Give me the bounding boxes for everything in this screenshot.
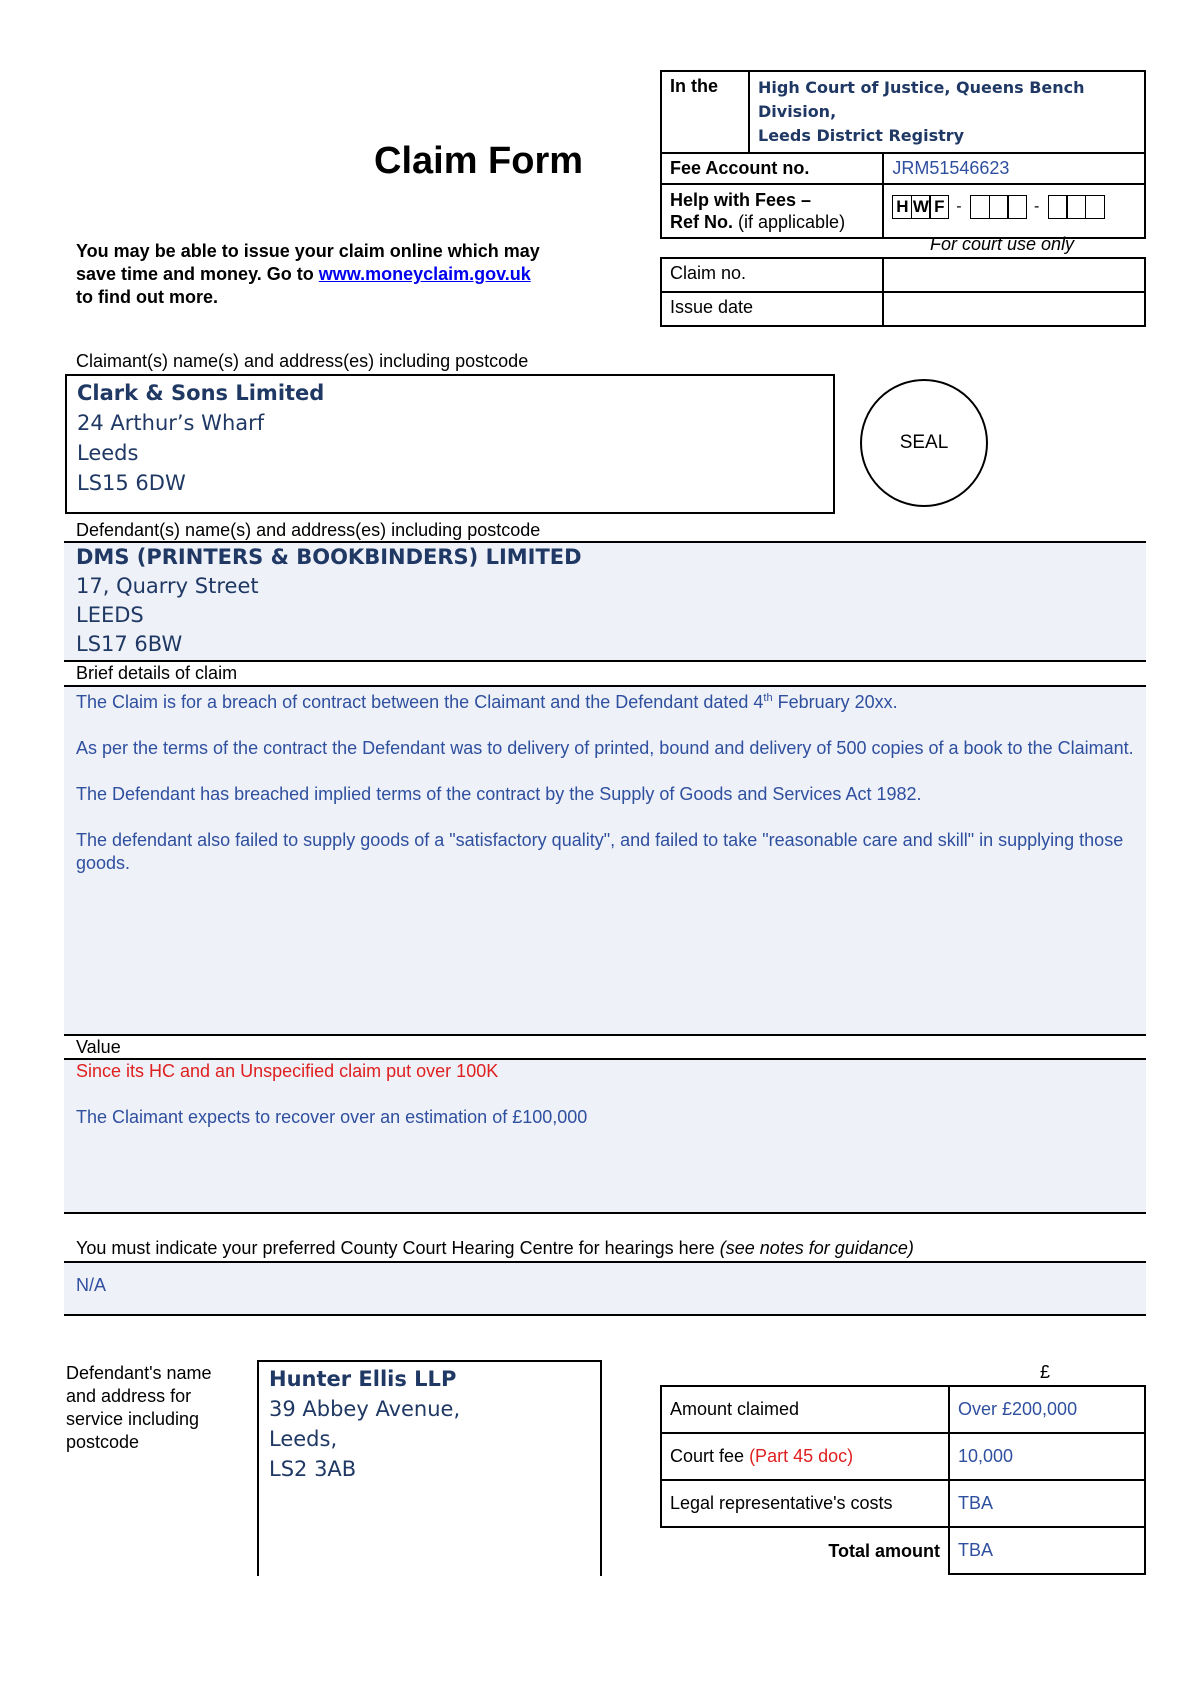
hwf-digit-box[interactable] xyxy=(1066,195,1086,219)
hwf-label-2 xyxy=(670,211,874,233)
court-name-1: High Court of Justice, Queens Bench Division, xyxy=(758,78,1085,121)
court-table xyxy=(660,70,1146,239)
total-amount-value[interactable]: TBA xyxy=(949,1527,1145,1574)
total-amount-label: Total amount xyxy=(661,1527,949,1574)
hwf-digit-box[interactable] xyxy=(1048,195,1068,219)
defendant-address-line: 17, Quarry Street xyxy=(76,574,259,598)
claimant-address-line: 24 Arthur’s Wharf xyxy=(77,411,265,435)
hwf-digit-box[interactable] xyxy=(1007,195,1027,219)
divider xyxy=(64,1212,1146,1214)
details-paragraph: The Defendant has breached implied terms of the contract by the Supply of Goods and Services Act 1982. xyxy=(76,784,922,804)
fee-account-label: Fee Account no. xyxy=(661,153,883,184)
value-box[interactable] xyxy=(64,1060,1146,1212)
hwf-digit-box[interactable] xyxy=(1085,195,1105,219)
claim-no-label: Claim no. xyxy=(661,258,883,292)
fee-account-value: JRM51546623 xyxy=(883,153,1145,184)
service-name: Hunter Ellis LLP xyxy=(269,1367,457,1391)
hwf-separator: - xyxy=(1034,198,1040,216)
in-the-label: In the xyxy=(661,71,749,153)
currency-symbol: £ xyxy=(1040,1362,1051,1382)
defendant-name: DMS (PRINTERS & BOOKBINDERS) LIMITED xyxy=(76,545,582,569)
claim-no-field[interactable] xyxy=(883,258,1145,292)
service-address-line: Leeds, xyxy=(269,1427,338,1451)
details-paragraph: The defendant also failed to supply goods of a "satisfactory quality", and failed to take "reasonable care and skill" in supplying those goods. xyxy=(76,830,1124,873)
service-address-line: 39 Abbey Avenue, xyxy=(269,1397,461,1421)
court-fee-label-text: Court fee xyxy=(670,1446,745,1466)
seal xyxy=(860,379,988,507)
hwf-letter-h: H xyxy=(892,195,912,219)
hwf-letter-f: F xyxy=(929,195,949,219)
details-box[interactable] xyxy=(64,687,1146,1034)
details-p1-sup: th xyxy=(763,692,773,704)
hwf-label-1: Help with Fees – xyxy=(670,190,812,210)
hwf-separator: - xyxy=(956,198,962,216)
online-text-2: save time and money. Go to xyxy=(76,264,314,284)
service-label xyxy=(66,1362,212,1454)
hwf-letter-w: W xyxy=(911,195,931,219)
court-use-caption: For court use only xyxy=(930,234,1075,254)
hearing-centre-field[interactable] xyxy=(64,1263,1146,1314)
claimant-label: Claimant(s) name(s) and address(es) including postcode xyxy=(76,351,529,371)
service-label-line: postcode xyxy=(66,1432,140,1452)
claimant-address-line: Leeds xyxy=(77,441,139,465)
defendant-postcode: LS17 6BW xyxy=(76,632,183,656)
court-name-2: Leeds District Registry xyxy=(758,126,965,145)
details-paragraph xyxy=(76,687,1134,714)
service-label-line: Defendant's name xyxy=(66,1363,212,1383)
divider xyxy=(64,1034,1146,1036)
claimant-name: Clark & Sons Limited xyxy=(77,381,325,405)
online-text-1: You may be able to issue your claim online which may xyxy=(76,241,540,261)
value-note: Since its HC and an Unspecified claim put over 100K xyxy=(76,1061,499,1081)
legal-costs-label: Legal representative's costs xyxy=(661,1480,949,1527)
hwf-digit-box[interactable] xyxy=(989,195,1009,219)
details-p1-a: The Claim is for a breach of contract between the Claimant and the Defendant dated 4 xyxy=(76,692,764,712)
court-fee-value[interactable]: 10,000 xyxy=(949,1433,1145,1480)
divider xyxy=(64,660,1146,662)
court-use-table xyxy=(660,257,1146,327)
details-paragraph: As per the terms of the contract the Defendant was to delivery of printed, bound and delivery of 500 copies of a book to the Claimant. xyxy=(76,738,1134,758)
claimant-postcode: LS15 6DW xyxy=(77,471,186,495)
hearing-label-text: You must indicate your preferred County Court Hearing Centre for hearings here xyxy=(76,1238,715,1258)
hearing-value: N/A xyxy=(76,1275,107,1295)
online-notice xyxy=(76,240,616,309)
defendant-address-line: LEEDS xyxy=(76,603,144,627)
issue-date-label: Issue date xyxy=(661,292,883,326)
value-text: The Claimant expects to recover over an estimation of £100,000 xyxy=(76,1107,588,1127)
hearing-label xyxy=(76,1238,914,1259)
hwf-label xyxy=(661,184,883,238)
amount-claimed-label: Amount claimed xyxy=(661,1386,949,1433)
court-fee-note: (Part 45 doc) xyxy=(749,1446,854,1466)
amounts-table xyxy=(660,1385,1146,1575)
service-label-line: service including xyxy=(66,1409,200,1429)
service-label-line: and address for xyxy=(66,1386,192,1406)
value-label: Value xyxy=(76,1037,121,1057)
online-text-3: to find out more. xyxy=(76,287,218,307)
defendant-label: Defendant(s) name(s) and address(es) including postcode xyxy=(76,520,541,540)
claimant-box[interactable] xyxy=(65,374,835,514)
hwf-digit-box[interactable] xyxy=(970,195,990,219)
amount-claimed-value[interactable]: Over £200,000 xyxy=(949,1386,1145,1433)
service-address-box[interactable] xyxy=(257,1360,602,1576)
court-fee-label xyxy=(661,1433,949,1480)
court-name xyxy=(749,71,1145,153)
defendant-box[interactable] xyxy=(64,543,1146,660)
page-title: Claim Form xyxy=(374,140,584,182)
seal-label: SEAL xyxy=(899,432,949,453)
online-text-2-row xyxy=(76,263,616,286)
hwf-label-2a: Ref No. xyxy=(670,212,733,232)
hwf-ref-number[interactable] xyxy=(883,184,1145,238)
issue-date-field[interactable] xyxy=(883,292,1145,326)
details-p1-b: February 20xx. xyxy=(772,692,898,712)
divider xyxy=(64,1314,1146,1316)
hwf-label-2b: (if applicable) xyxy=(738,212,846,232)
hearing-label-italic: (see notes for guidance) xyxy=(719,1238,914,1258)
service-postcode: LS2 3AB xyxy=(269,1457,357,1481)
moneyclaim-link[interactable]: www.moneyclaim.gov.uk xyxy=(318,264,531,284)
details-label: Brief details of claim xyxy=(76,663,238,683)
legal-costs-value[interactable]: TBA xyxy=(949,1480,1145,1527)
